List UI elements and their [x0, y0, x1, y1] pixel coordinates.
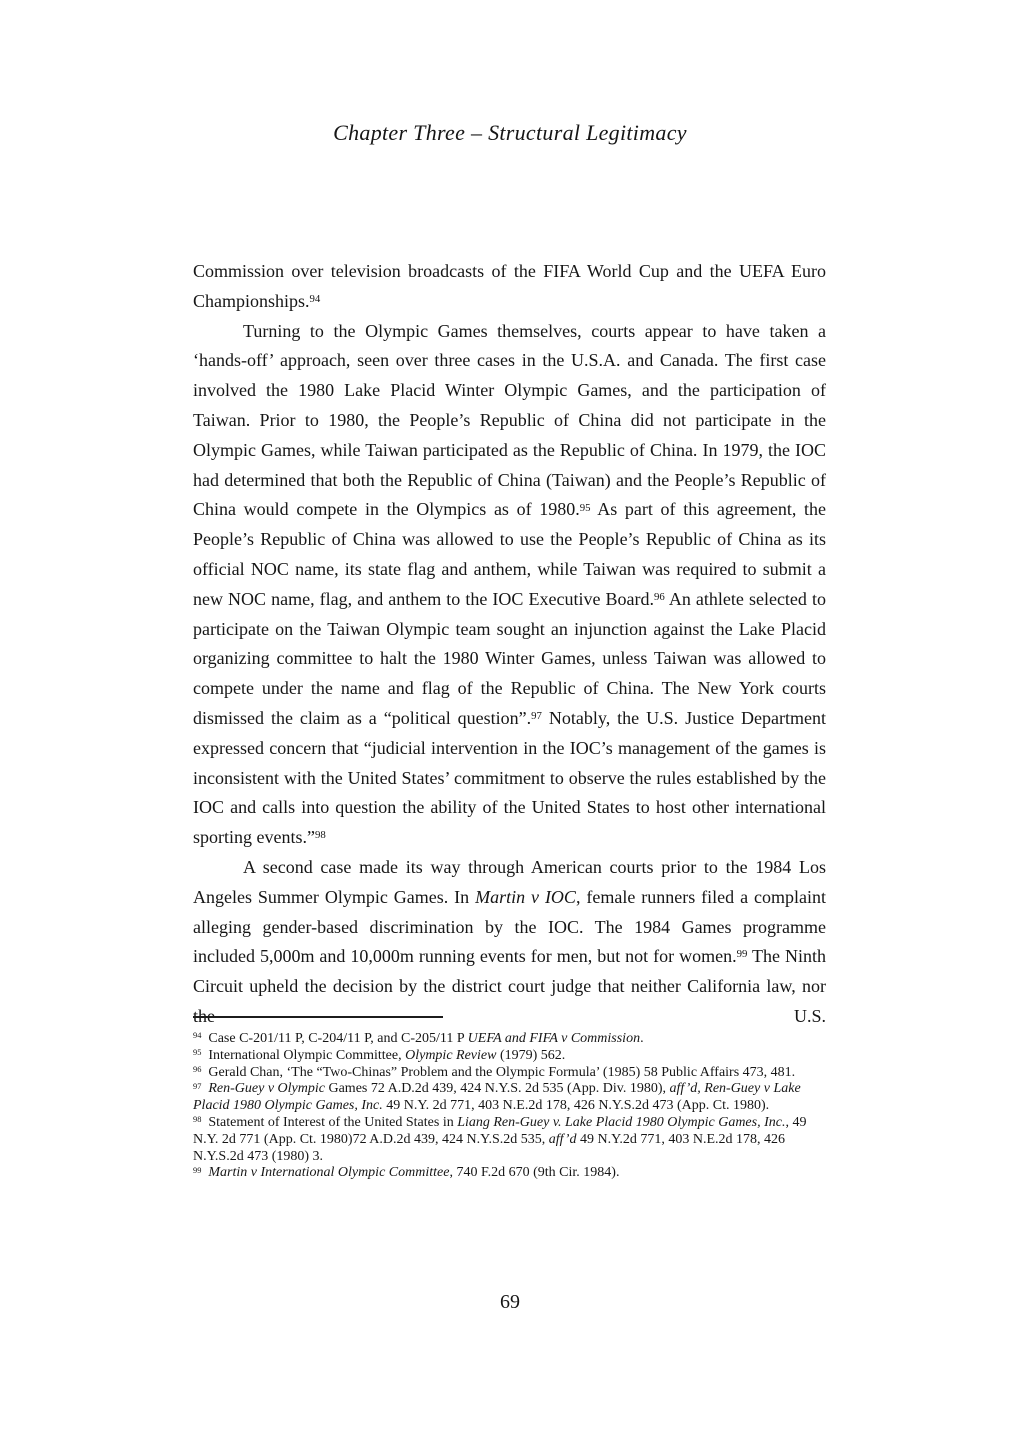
text-run: Games 72 A.D.2d 439, 424 N.Y.S. 2d 535 (App. Div. 1980), — [324, 1081, 670, 1097]
chapter-header: Chapter Three – Structural Legitimacy — [333, 120, 687, 145]
text-run: Case C-201/11 P, C-204/11 P, and C-205/11 P — [208, 1031, 468, 1046]
footnote-ref: 99 — [736, 948, 748, 961]
footnote-number: 97 — [193, 1081, 202, 1091]
text-run: , 740 F.2d 670 (9th Cir. 1984). — [449, 1165, 620, 1181]
text-run: The Ninth Circuit upheld the decision by the district court judge that neither California law, nor the U.S. — [193, 946, 826, 1026]
text-run: Statement of Interest of the United States in — [208, 1114, 458, 1130]
text-run: As part of this agreement, the People’s Republic of China was allowed to use the People’s Republic of China as its official NOC name, its state flag and anthem, while Taiwan was required to submit a new NOC name, flag, and anthem to the IOC Executive Board. — [193, 499, 826, 609]
italic-text: Liang Ren-Guey v. Lake Placid 1980 Olympic Games, Inc. — [457, 1114, 786, 1130]
text-run: Turning to the Olympic Games themselves, courts appear to have taken a ‘hands-off’ approach, seen over three cases in the U.S.A. and Canada. The first case involved the 1980 Lake Placid Winter Olympic Games, and the participation of Taiwan. Prior to 1980, the People’s Republic of China did not participate in the Olympic Games, while Taiwan participated as the Republic of China. In 1979, the IOC had determined that both the Republic of China (Taiwan) and the People’s Republic of China would compete in the Olympics as of 1980. — [193, 320, 826, 520]
footnote-text — [193, 1115, 806, 1164]
text-run: . — [640, 1031, 644, 1046]
text-run: 49 N.Y. 2d 771, 403 N.E.2d 178, 426 N.Y.S.2d 473 (App. Ct. 1980). — [382, 1098, 770, 1114]
footnote — [193, 1048, 815, 1065]
italic-text: aff’d, Ren-Guey v Lake Placid 1980 Olympic Games, Inc. — [193, 1081, 801, 1114]
text-run: An athlete selected to participate on the Taiwan Olympic team sought an injunction against the Lake Placid organizing committee to halt the 1980 Winter Games, unless Taiwan was allowed to compete under the name and flag of the Republic of China. The New York courts dismissed the claim as a “political question”. — [193, 588, 826, 728]
footnote — [193, 1115, 815, 1165]
text-run: Gerald Chan, ‘The “Two-Chinas” Problem and the Olympic Formula’ (1985) 58 Public Affairs 473, 481. — [208, 1064, 796, 1080]
footnote-number: 96 — [193, 1064, 202, 1074]
footnote-ref: 97 — [531, 710, 542, 723]
text-run: (1979) 562. — [496, 1047, 566, 1063]
text-run: 49 N.Y.2d 771, 403 N.E.2d 178, 426 N.Y.S.2d 473 (1980) 3. — [193, 1131, 786, 1164]
footnote-number: 98 — [193, 1115, 202, 1125]
footnote-number: 99 — [193, 1165, 202, 1175]
footnote-text — [208, 1065, 795, 1080]
footnote-ref: 98 — [314, 829, 326, 842]
italic-text: UEFA and FIFA v Commission — [467, 1031, 641, 1046]
footnotes-section — [193, 1031, 815, 1182]
footnote — [193, 1081, 815, 1115]
footnote — [193, 1165, 815, 1182]
italic-text: Olympic Review — [405, 1047, 497, 1063]
footnote-ref: 95 — [579, 501, 591, 514]
footnote — [193, 1065, 815, 1082]
paragraph — [193, 257, 826, 317]
text-run: , female runners filed a complaint alleging gender-based discrimination by the IOC. The 1984 Games programme included 5,000m and 10,000m running events for men, but not for women. — [193, 886, 826, 967]
footnote-text — [208, 1048, 565, 1063]
italic-text: Martin v IOC — [475, 886, 576, 907]
footnote-ref: 94 — [309, 292, 321, 305]
paragraph — [193, 853, 826, 1032]
page-number: 69 — [500, 1291, 520, 1313]
paragraph — [193, 317, 826, 853]
footnote-text — [193, 1081, 801, 1113]
text-run: Notably, the U.S. Justice Department expressed concern that “judicial intervention in the IOC’s management of the games is inconsistent with the United States’ commitment to observe the rules established by the IOC and calls into question the ability of the United States to host other international sporting events.” — [193, 707, 827, 848]
italic-text: Martin v International Olympic Committee — [208, 1165, 450, 1181]
body-text — [193, 257, 826, 1032]
text-run: A second case made its way through American courts prior to the 1984 Los Angeles Summer Olympic Games. In — [193, 856, 826, 907]
footnote — [193, 1031, 815, 1048]
text-run: Commission over television broadcasts of the FIFA World Cup and the UEFA Euro Championships. — [193, 261, 826, 311]
footnote-number: 94 — [193, 1031, 202, 1041]
text-run: International Olympic Committee, — [208, 1047, 406, 1063]
text-run: , 49 N.Y. 2d 771 (App. Ct. 1980)72 A.D.2d 439, 424 N.Y.S.2d 535, — [193, 1114, 807, 1147]
footnote-number: 95 — [193, 1048, 202, 1058]
italic-text: aff’d — [548, 1131, 577, 1147]
italic-text: Ren-Guey v Olympic — [208, 1081, 325, 1097]
footnote-separator — [193, 1016, 443, 1018]
footnote-text — [208, 1165, 619, 1180]
footnote-text — [208, 1031, 643, 1046]
footnote-ref: 96 — [654, 590, 665, 603]
